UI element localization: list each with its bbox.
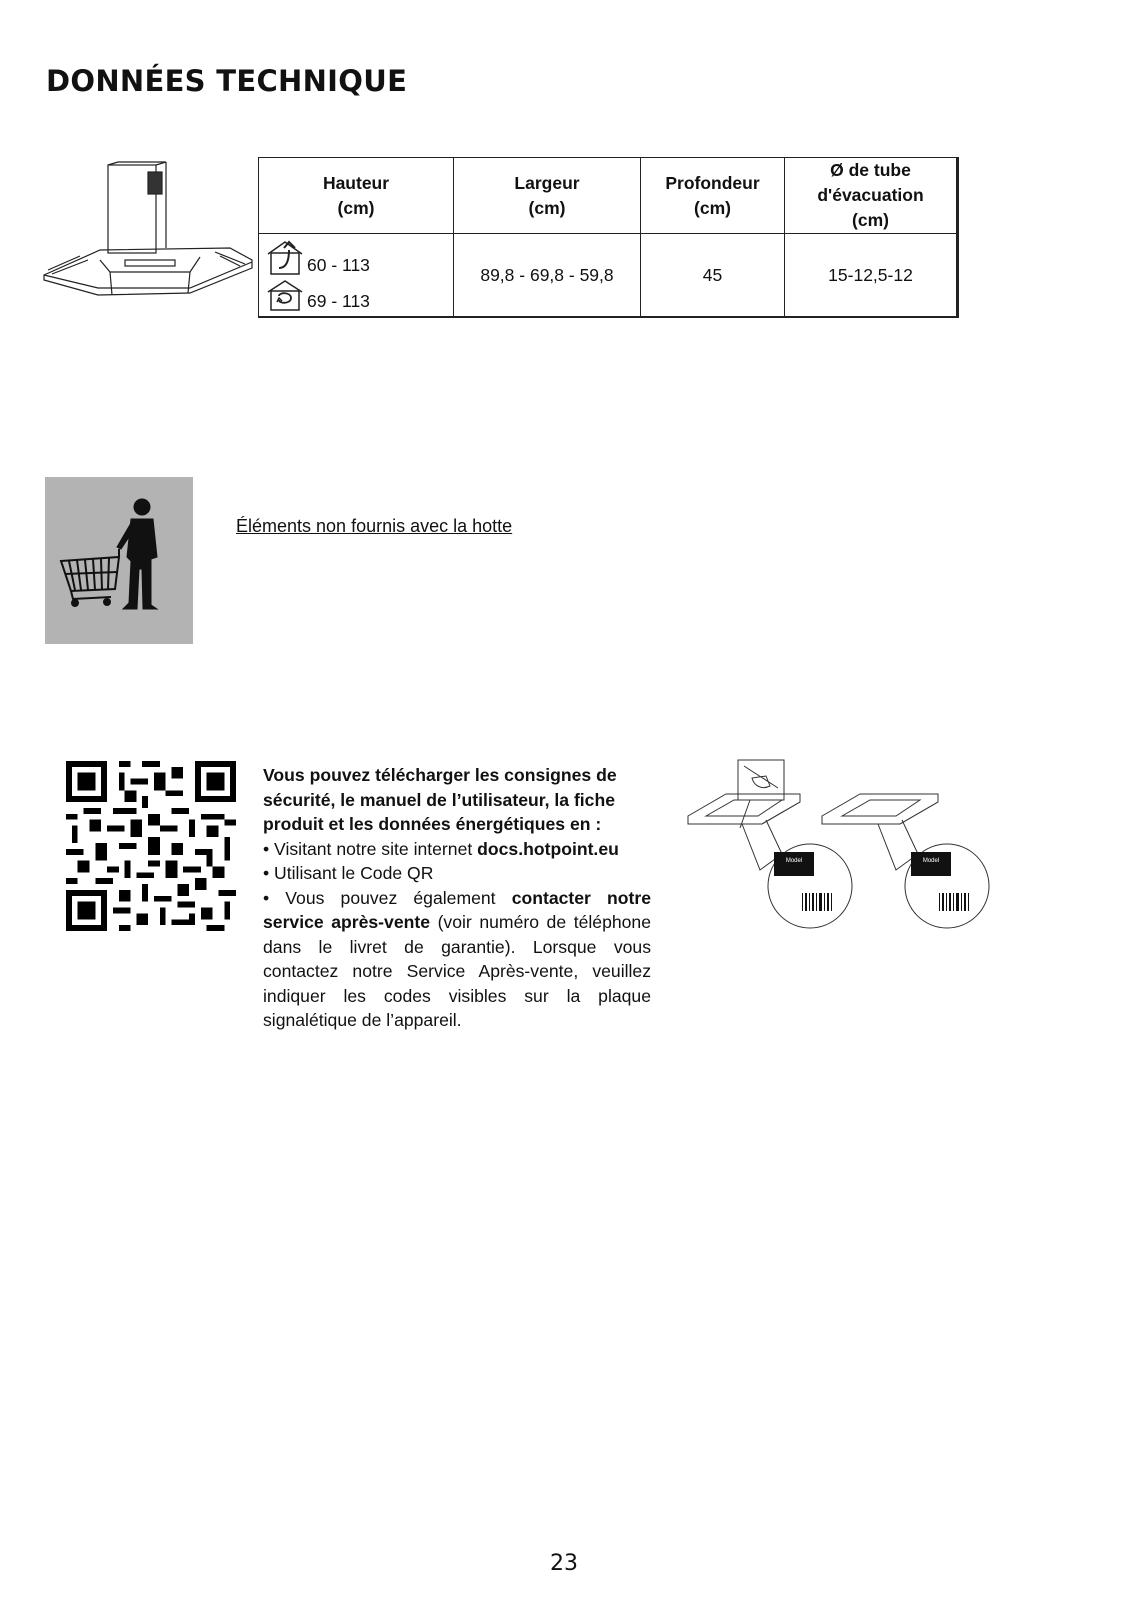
rating-plate-illustration [682,758,1012,943]
info-bullet-website [263,837,651,862]
not-supplied-icon-box [45,477,193,644]
header-tube-diameter: Ø de tube d'évacuation (cm) [785,158,958,234]
tube-value: 15-12,5-12 [785,234,958,318]
download-info [263,763,651,1033]
not-supplied-label: Éléments non fournis avec la hotte [236,516,513,536]
page-title: DONNÉES TECHNIQUE [46,64,408,98]
plate-label-2: Model [922,858,940,864]
height-evacuation-value: 60 - 113 [307,255,370,275]
header-width: Largeur (cm) [454,158,641,234]
info-bullet-qr: • Utilisant le Code QR [263,863,434,883]
header-depth: Profondeur (cm) [641,158,785,234]
specs-table [258,157,959,318]
height-cell [259,234,454,318]
height-recycling-row [265,278,370,312]
website-link[interactable]: docs.hotpoint.eu [477,838,619,859]
evacuation-mode-icon [265,238,305,276]
qr-code[interactable] [66,761,236,931]
info-bullet-service-text-b: (voir numéro de téléphone dans le livret de garantie). Lorsque vous contactez notre Service Après-vente, veuillez indiquer les codes visibles sur la plaque signalétique de l’appareil. [263,912,651,1030]
height-recycling-value: 69 - 113 [307,291,370,311]
info-bullet-service [263,886,651,1033]
page-number: 23 [550,1551,578,1576]
info-bullet-website-text: • Visitant notre site internet [263,838,478,859]
width-value: 89,8 - 69,8 - 59,8 [454,234,641,318]
contact-service-link: contacter notre service après-vente [263,887,651,932]
island-hood-illustration [40,160,255,310]
shopping-cart-icon [45,477,193,644]
plate-label-1: Model [785,858,803,864]
info-bullet-service-text-a: • Vous pouvez également [263,887,512,908]
info-intro: Vous pouvez télécharger les consignes de sécurité, le manuel de l’utilisateur, la fiche produit et les données énergétiques en : [263,765,617,834]
height-evacuation-row [265,238,370,276]
depth-value: 45 [641,234,785,318]
recycling-mode-icon [265,278,305,312]
header-height: Hauteur (cm) [259,158,454,234]
